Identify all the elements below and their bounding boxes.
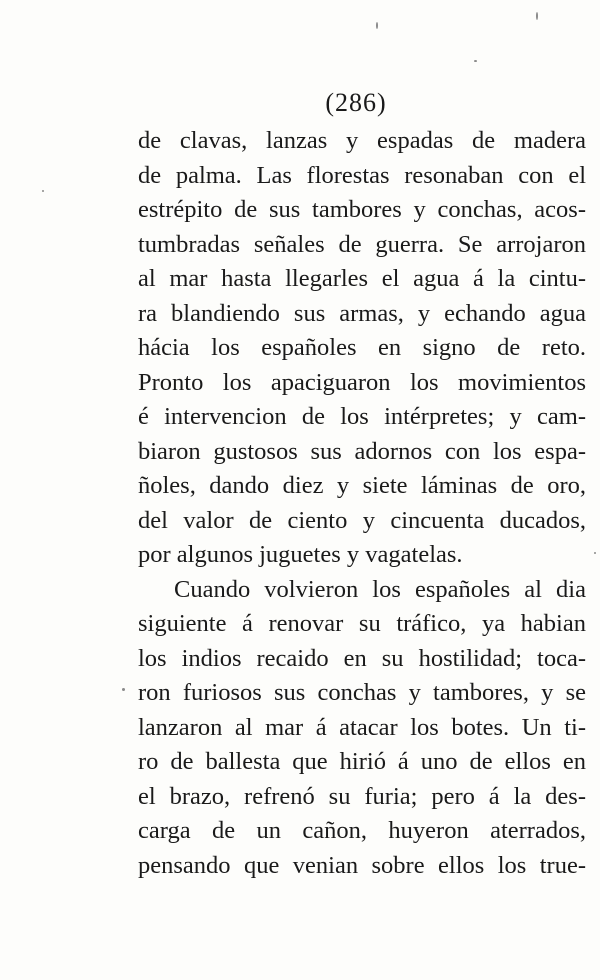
text-line: de palma. Las florestas resonaban con el [138,161,586,189]
text-line: lanzaron al mar á atacar los botes. Un ti- [138,713,586,741]
text-line: carga de un cañon, huyeron aterrados, [138,817,586,844]
text-line: del valor de ciento y cincuenta ducados, [138,506,586,534]
text-line: Pronto los apaciguaron los movimientos [138,368,586,396]
text-line: pensando que venian sobre ellos los true- [138,851,586,879]
text-line: ron furiosos sus conchas y tambores, y se [138,679,586,706]
text-line: hácia los españoles en signo de reto. [138,334,586,361]
text-line: ra blandiendo sus armas, y echando agua [138,299,586,327]
text-line: al mar hasta llegarles el agua á la cintu- [138,265,586,292]
text-line: los indios recaido en su hostilidad; toca- [138,644,586,672]
text-line: ro de ballesta que hirió á uno de ellos en [138,748,586,775]
text-line: de clavas, lanzas y espadas de madera [138,127,586,154]
text-line: estrépito de sus tambores y conchas, acos- [138,196,586,223]
text-line: siguiente á renovar su tráfico, ya habian [138,610,586,637]
body-text [138,124,586,883]
page-number: (286) [325,88,387,117]
text-line: ñoles, dando diez y siete láminas de oro, [138,472,586,499]
text-line: tumbradas señales de guerra. Se arrojaron [138,230,586,258]
text-line: el brazo, refrenó su furia; pero á la des- [138,782,586,810]
paragraph-start-line: Cuando volvieron los españoles al dia [174,575,586,603]
paragraph-end-line: por algunos juguetes y vagatelas. [138,541,463,568]
text-line: é intervencion de los intérpretes; y cam- [138,403,586,430]
text-line: biaron gustosos sus adornos con los espa- [138,437,586,465]
